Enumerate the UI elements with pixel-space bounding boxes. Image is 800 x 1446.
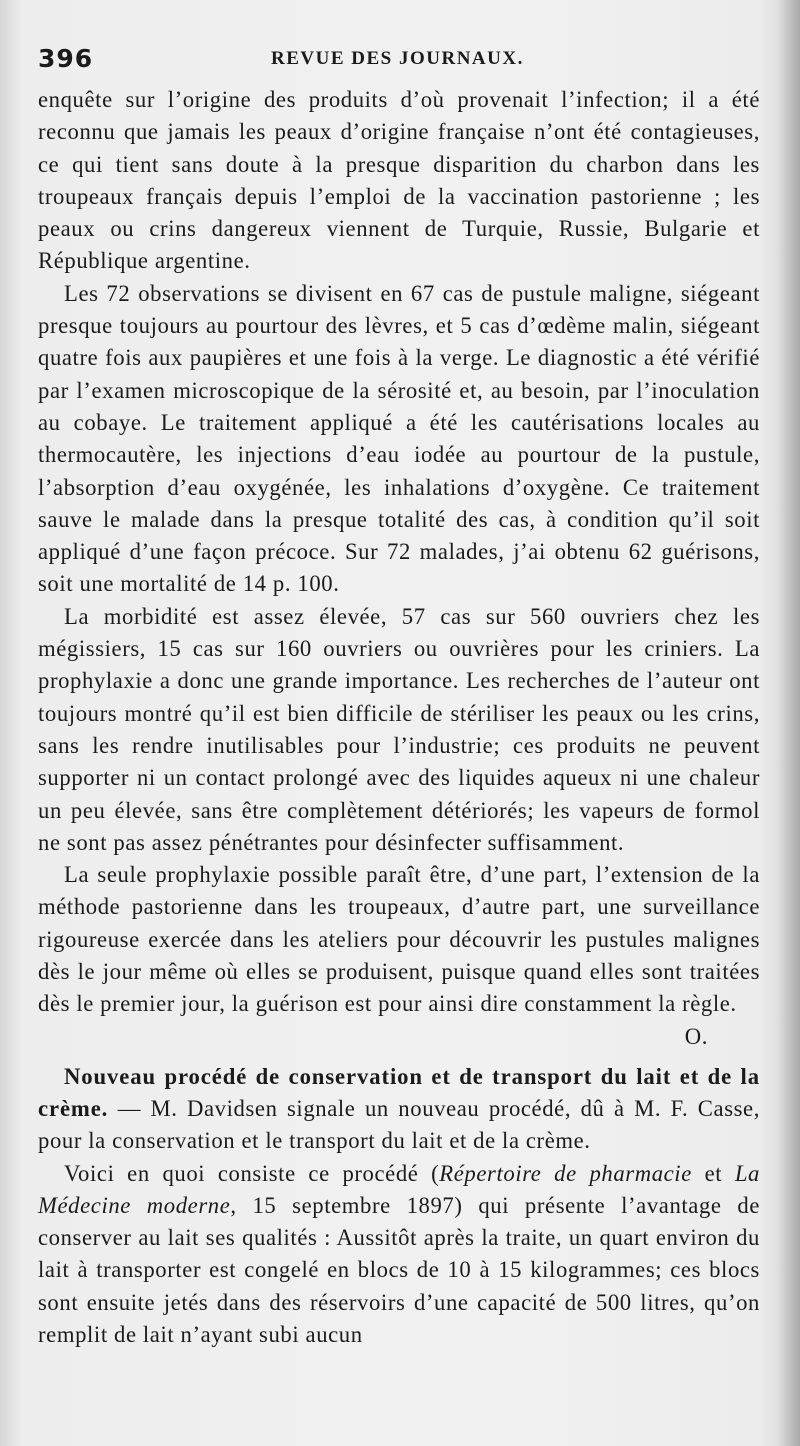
paragraph-4 [38, 859, 760, 1049]
page-number: 396 [38, 44, 94, 73]
reference-repertoire: Répertoire de pharmacie [439, 1160, 692, 1186]
journal-title: REVUE DES JOURNAUX. [271, 48, 524, 69]
paragraph-6 [38, 1158, 760, 1352]
paragraph-3: La morbidité est assez élevée, 57 cas sur 560 ouvriers chez les mégissiers, 15 cas sur 160 ouvriers ou ouvrières pour les criniers. La prophylaxie a donc une grande importance. Les recherches de l’auteur ont toujours montré qu’il est bien difficile de stériliser les peaux ou les crins, sans les rendre inutilisables pour l’industrie; ces produits ne peuvent supporter ni un contact prolongé avec des liquides aqueux ni une chaleur un peu élevée, sans être complètement détériorés; les vapeurs de formol ne sont pas assez pénétrantes pour désinfecter suffisamment. [38, 603, 760, 855]
paragraph-6-and: et [691, 1160, 735, 1186]
running-head [38, 44, 758, 74]
paragraph-1: enquête sur l’origine des produits d’où provenait l’infection; il a été reconnu que jamais les peaux d’origine française n’ont été contagieuses, ce qui tient sans doute à la presque disparition du charbon dans les troupeaux français depuis l’emploi de la vaccination pastorienne ; les peaux ou crins dangereux viennent de Turquie, Russie, Bulgarie et République argentine. [38, 87, 760, 274]
article-body [38, 84, 760, 1351]
paragraph-5 [38, 1061, 760, 1158]
paragraph-4-text: La seule prophylaxie possible paraît être, d’une part, l’extension de la méthode pastorienne dans les troupeaux, d’autre part, une surveillance rigoureuse exercée dans les ateliers pour découvrir les pustules malignes dès le jour même où elles se produisent, puisque quand elles sont traitées dès le premier jour, la guérison est pour ainsi dire constamment la règle. [38, 862, 760, 1017]
paragraph-6-intro: Voici en quoi consiste ce procédé ( [64, 1160, 440, 1186]
page-edge-shadow [778, 0, 800, 1446]
reference-medecine-moderne: La Médecine moderne [38, 1160, 760, 1218]
paragraph-5-text: — M. Davidsen signale un nouveau procédé, dû à M. F. Casse, pour la conservation et le transport du lait et de la crème. [38, 1095, 760, 1154]
section-gap [38, 1021, 760, 1061]
article-title: Nouveau procédé de conservation et de transport du lait et de la crème. [38, 1063, 760, 1121]
paragraph-6-text: , 15 septembre 1897) qui présente l’avantage de conserver au lait ses qualités : Aussitôt après la traite, un quart environ du lait à transporter est congelé en blocs de 10 à 15 kilogrammes; ces blocs sont ensuite jetés dans des réservoirs d’une capacité de 500 litres, qu’on remplit de lait n’ayant subi aucun [38, 1192, 761, 1347]
author-signature: O. [684, 1023, 708, 1049]
paragraph-2: Les 72 observations se divisent en 67 cas de pustule maligne, siégeant presque toujours au pourtour des lèvres, et 5 cas d’œdème malin, siégeant quatre fois aux paupières et une fois à la verge. Le diagnostic a été vérifié par l’examen microscopique de la sérosité et, au besoin, par l’inoculation au cobaye. Le traitement appliqué a été les cautérisations locales au thermocautère, les injections d’eau iodée au pourtour de la pustule, l’absorption d’eau oxygénée, les inhalations d’oxygène. Ce traitement sauve le malade dans la presque totalité des cas, à condition qu’il soit appliqué d’une façon précoce. Sur 72 malades, j’ai obtenu 62 guérisons, soit une mortalité de 14 p. 100. [38, 280, 760, 597]
